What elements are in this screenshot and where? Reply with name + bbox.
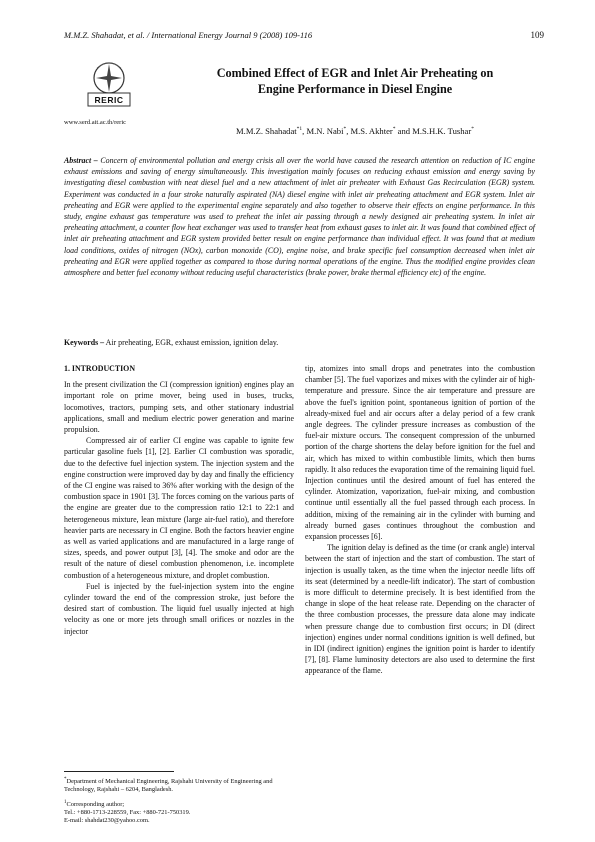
keywords-label: Keywords – xyxy=(64,338,105,347)
paragraph: The ignition delay is defined as the time (or crank angle) interval between the start of injection and the start of combustion. The start of injection is usually taken, as the time when the injector needle lifts off its seat (determined by a needle-lift indicator). The start of combustion is more difficult to determine precisely. It is best identified from the change in slope of the heat release rate. Depending on the character of the three combustion processes, the pressure data alone may indicate when pressure change due to combustion first occurs; in DI (direct injection) engines under normal conditions ignition is well defined, but in IDI (indirect ignition) engines the ignition point is harder to identify [7], [8]. Flame luminosity detectors are also used to determine the first appearance of the flame. xyxy=(305,543,535,676)
abstract-label: Abstract – xyxy=(64,156,98,165)
logo-text: RERIC xyxy=(94,94,124,105)
keywords-text: Air preheating, EGR, exhaust emission, ignition delay. xyxy=(104,338,279,347)
paragraph: Compressed air of earlier CI engine was capable to ignite few particular gasoline fuels [1], [2]. Earlier CI combustion was sporadic, due to the defective fuel injection system. The injection system and the engine construction were improved day by day and finally the efficiency of the CI engine was raised to 36% after working with the design of the combustion space in 1901 [3]. The forces coming on the various parts of the engine are greater due to the compression ratio 12:1 to 22:1 and heterogeneous mixture, lean mixture (large air-fuel ratio), and therefore heavier parts are necessary in CI engine. Both the factors heavier engine as well as varied applications and are manufactured in a large range of sizes, speeds, and power output [3], [4]. The smoke and odor are the result of the nature of diesel combustion phenomenon, i.e. incomplete combustion of a heterogeneous mixture, and droplet combustion. xyxy=(64,436,294,580)
author-3-mark: * xyxy=(392,126,396,133)
paragraph: Fuel is injected by the fuel-injection system into the engine cylinder toward the end of the compression stroke, just before the desired start of combustion. The liquid fuel usually injected at high velocity as one or more jets through small orifices or nozzles in the injector xyxy=(64,581,294,636)
author-list xyxy=(175,126,535,136)
paragraph: tip, atomizes into small drops and penetrates into the combustion chamber [5]. The fuel vaporizes and mixes with the cylinder air of high-temperature and pressure. Since the air temperature and pressure are above the fuel's ignition point, spontaneous ignition of portion of the already-mixed fuel and air occurs after a delay period of a few crank angle degrees. The cylinder pressure increases as combustion of the fuel-air mixture occurs. The consequent compression of the unburned portion of the charge shortens the delay before ignition for the fuel and air, which has mixed to within combustible limits, which then burns rapidly. It also reduces the evaporation time of the remaining liquid fuel. Injection continues until the desired amount of fuel has entered the cylinder. Atomization, vaporization, fuel-air mixing, and combustion continue until essentially all the fuel passed through each process. In addition, mixing of the remaining air in the cylinder with burning and already burned gases continues throughout the combustion and expansion processes [6]. xyxy=(305,364,535,542)
footnote-affiliation xyxy=(64,776,299,795)
author-2: , M.N. Nabi xyxy=(302,126,344,136)
paragraph: In the present civilization the CI (compression ignition) engines play an important role on prime mover, being used in buses, trucks, locomotives, tractors, pumping sets, and other stationary industrial applications, small and medium electric power generation and marine propulsion. xyxy=(64,380,294,435)
paper-title xyxy=(175,66,535,97)
body-column-left xyxy=(64,363,294,637)
section-heading: 1. INTRODUCTION xyxy=(64,364,136,373)
footnote-divider xyxy=(64,771,174,772)
abstract-text: Concern of environmental pollution and energy crisis all over the world have caused the research attention on reduction of IC engine exhaust emissions and saving of energy simultaneously. This investigation mainly focuses on reducing exhaust emission and energy saving by investigating diesel combustion with neat diesel fuel and a new attachment of inlet air preheater with Exhaust Gas Recirculation (EGR) system. Experiment was conducted in a four stroke naturally aspirated (NA) diesel engine with inlet air preheating attachment and EGR system. Inlet air preheating and EGR were applied to the experimental engine separately and also together to observe their effects on engine performance. In this study, engine exhaust gas temperature was used to preheat the inlet air passing through a newly designed air preheating system. In inlet air preheating attachment, a counter flow heat exchanger was used to transfer heat from exhaust gases to inlet air. It was found that combined effect of inlet air preheating attachment and EGR system provided better result on engine performance than individual effect. It was found that at medium load conditions, oxides of nitrogen (NOx), carbon monoxide (CO), engine noise, and brake specific fuel consumption decreased when inlet air preheating and EGR were applied together as compared to those during normal operations of the engine. Thus the modified engine provides clean atmosphere and better fuel economy without reducing useful characteristics (brake power, brake thermal efficiency etc) of the engine. xyxy=(64,156,535,278)
author-1: M.M.Z. Shahadat xyxy=(236,126,297,136)
running-header xyxy=(64,30,544,44)
author-4: and M.S.H.K. Tushar xyxy=(395,126,472,136)
author-4-mark: * xyxy=(471,126,474,133)
footnote-mark: 1 xyxy=(64,799,67,805)
reric-logo xyxy=(78,56,140,112)
abstract xyxy=(64,155,535,278)
author-1-mark: *1 xyxy=(296,126,303,133)
footnote-email: E-mail: shahdat230@yahoo.com. xyxy=(64,817,150,825)
author-2-mark: * xyxy=(343,126,347,133)
author-3: , M.S. Akhter xyxy=(346,126,393,136)
footnotes xyxy=(64,776,299,829)
title-line-2: Engine Performance in Diesel Engine xyxy=(257,81,453,96)
journal-citation: M.M.Z. Shahadat, et al. / International Energy Journal 9 (2008) 109-116 xyxy=(64,30,313,40)
page-number: 109 xyxy=(530,30,544,40)
footnote-text: Corresponding author; xyxy=(66,800,125,808)
footnote-contact: Tel.: +880-1713-228559, Fax: +880-721-750319. xyxy=(64,808,191,816)
body-column-right xyxy=(305,363,535,677)
footnote-text: Department of Mechanical Engineering, Rajshahi University of Engineering and Technology, Rajshahi – 6204, Bangladesh. xyxy=(64,778,273,794)
logo-url: www.serd.ait.ac.th/reric xyxy=(64,119,127,126)
footnote-corresponding xyxy=(64,799,299,826)
keywords xyxy=(64,338,535,347)
footnote-mark: * xyxy=(64,777,67,782)
title-line-1: Combined Effect of EGR and Inlet Air Preheating on xyxy=(216,66,494,80)
